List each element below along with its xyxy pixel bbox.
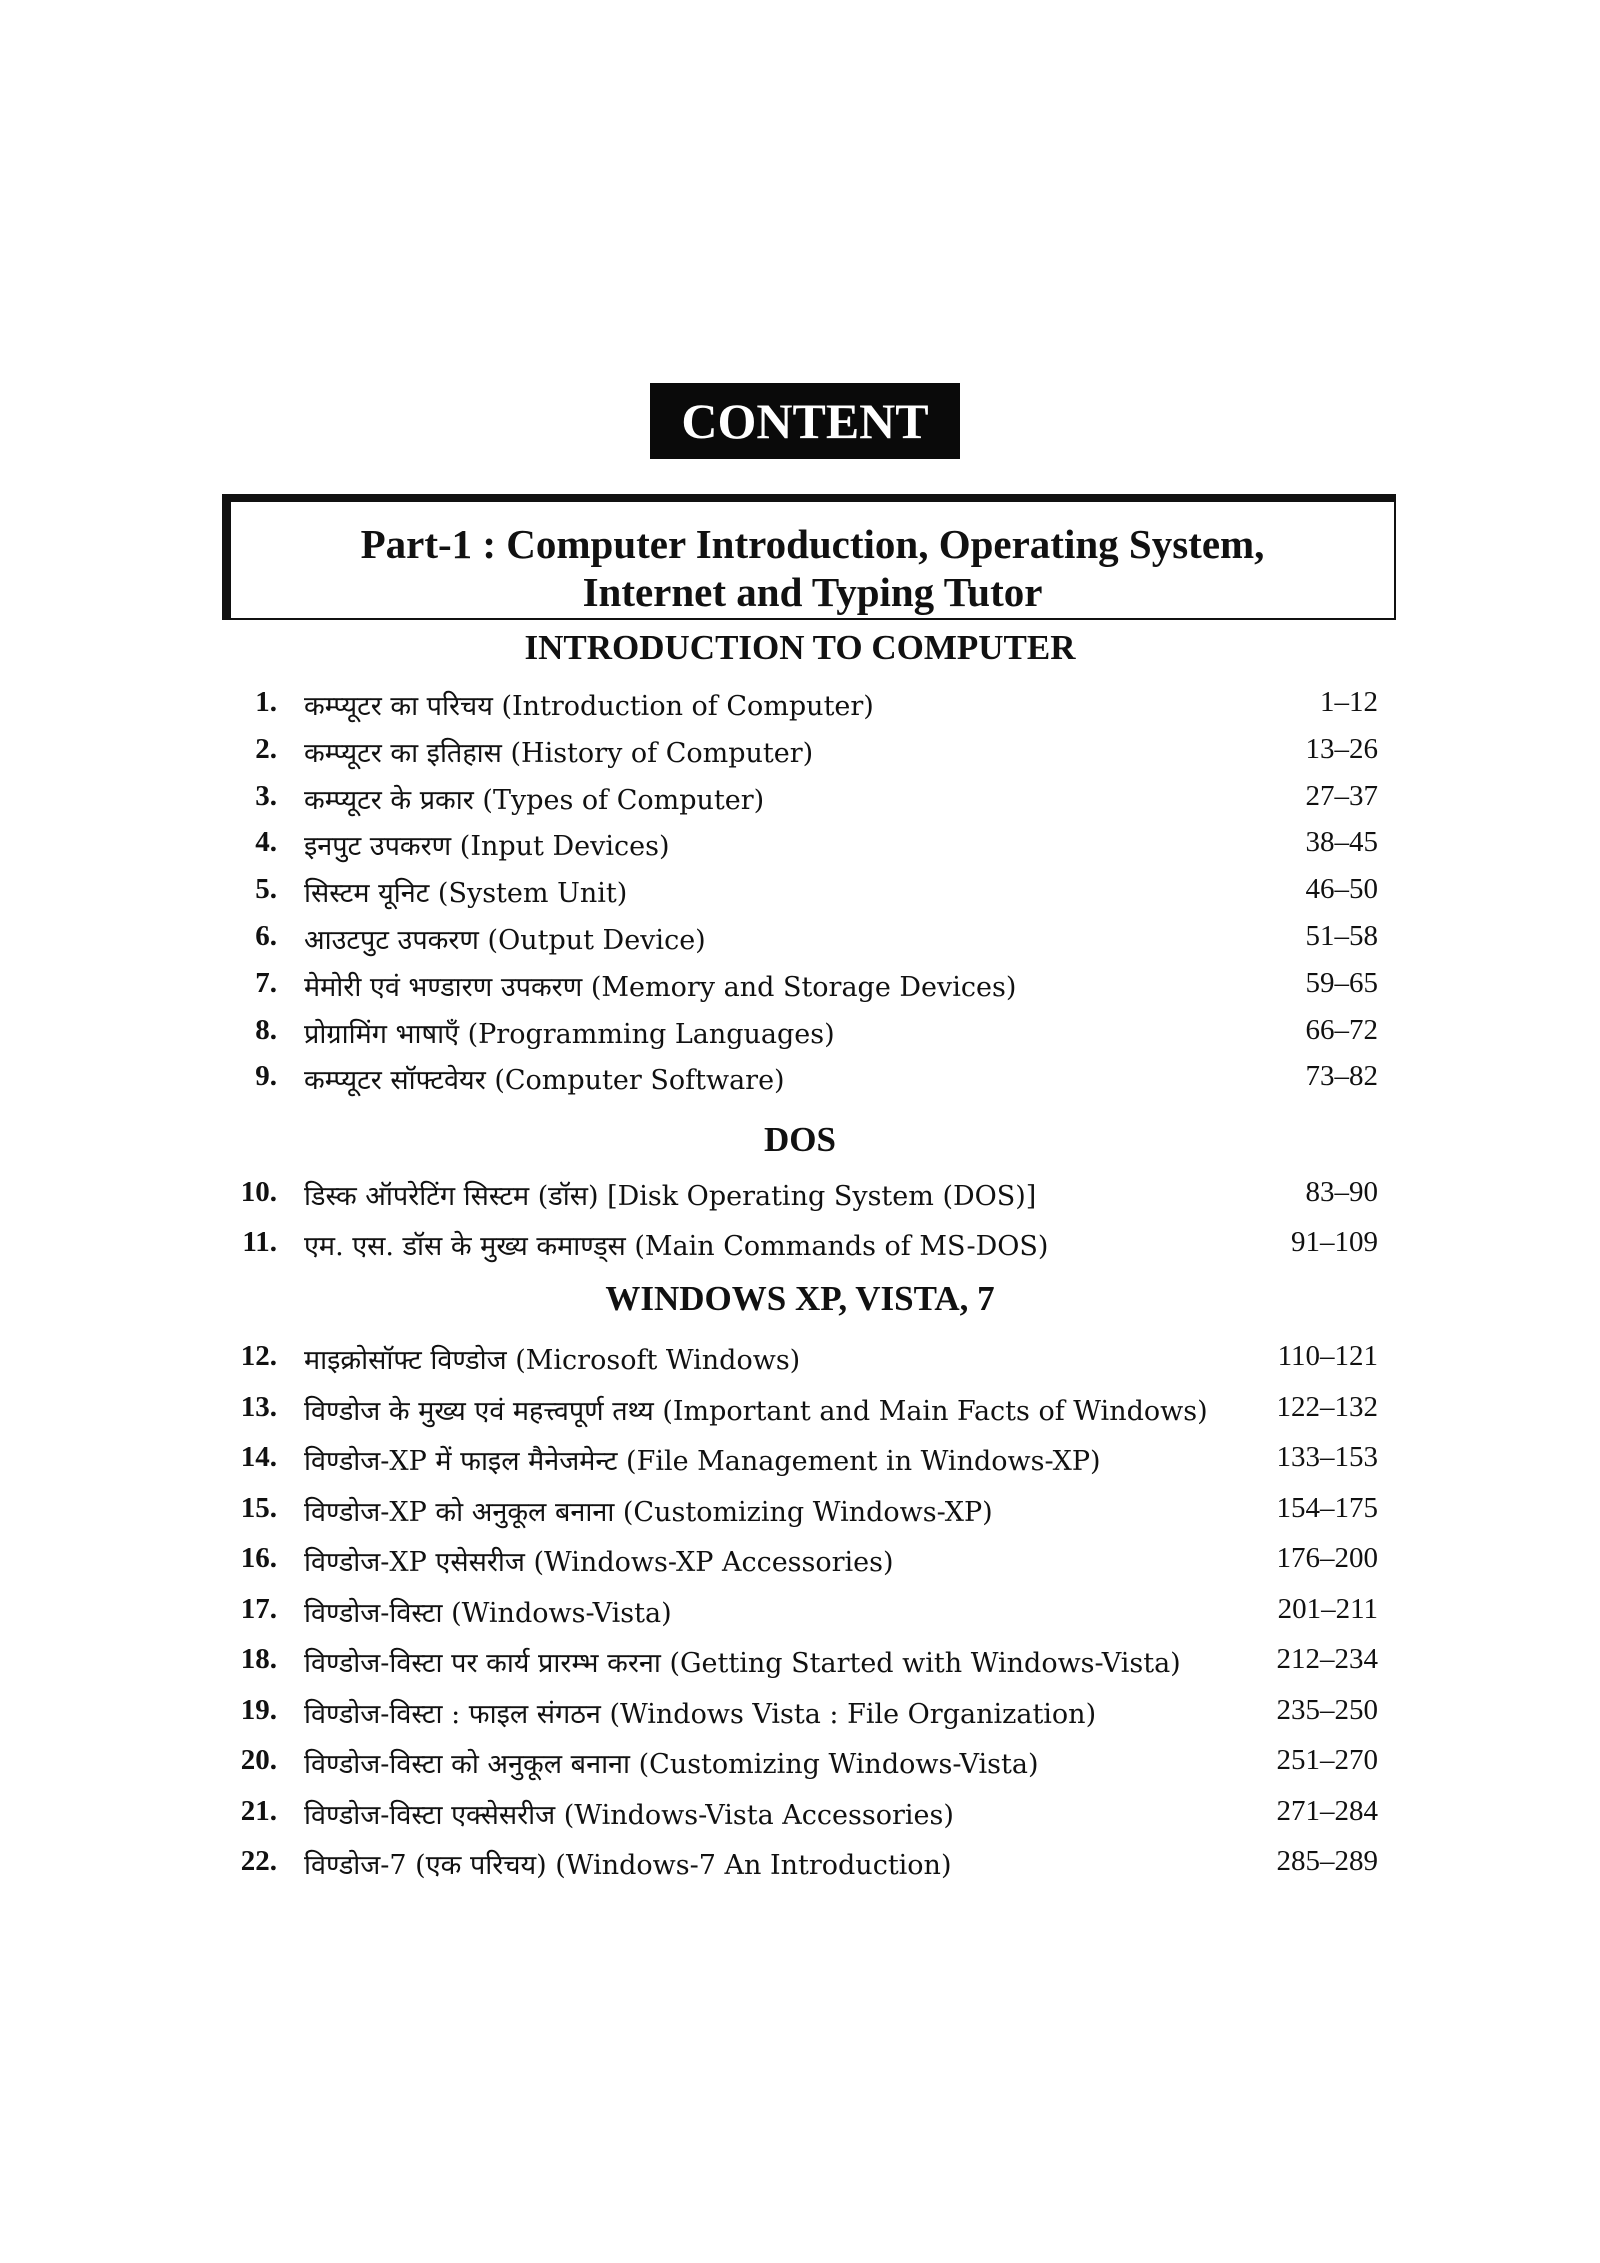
toc-entry (0, 733, 1600, 773)
content-title-text: CONTENT (681, 393, 929, 449)
entry-number: 17. (240, 1592, 277, 1625)
entry-pages: 91–109 (1291, 1226, 1378, 1258)
toc-entry (0, 780, 1600, 820)
toc-entry (0, 1694, 1600, 1734)
entry-title: कम्प्यूटर का इतिहास (History of Computer) (304, 737, 814, 769)
entry-pages: 46–50 (1305, 873, 1378, 906)
entry-title: एम. एस. डॉस के मुख्य कमाण्ड्स (Main Commands of MS-DOS) (304, 1231, 1049, 1262)
entry-pages: 59–65 (1305, 966, 1378, 999)
toc-entry (0, 1060, 1600, 1100)
entry-number: 15. (240, 1491, 277, 1524)
entry-number: 12. (240, 1340, 277, 1372)
entry-pages: 122–132 (1276, 1390, 1378, 1423)
entry-number: 2. (255, 732, 277, 765)
toc-entry (0, 1542, 1600, 1582)
entry-title: डिस्क ऑपरेटिंग सिस्टम (डॉस) [Disk Operating System (DOS)] (304, 1181, 1037, 1212)
part-heading-box (222, 494, 1396, 620)
toc-entry (0, 1441, 1600, 1481)
entry-pages: 13–26 (1305, 732, 1378, 765)
entry-title: मेमोरी एवं भण्डारण उपकरण (Memory and Storage Devices) (304, 971, 1017, 1003)
toc-entry (0, 1744, 1600, 1784)
toc-entry (0, 1795, 1600, 1835)
entry-pages: 110–121 (1277, 1340, 1378, 1372)
entry-number: 8. (255, 1013, 277, 1046)
toc-entry (0, 826, 1600, 866)
entry-pages: 212–234 (1276, 1643, 1378, 1675)
entry-number: 10. (240, 1176, 277, 1208)
entry-pages: 1–12 (1320, 686, 1378, 718)
entry-number: 1. (255, 686, 277, 718)
entry-title: विण्डोज-विस्टा : फाइल संगठन (Windows Vista : File Organization) (304, 1698, 1097, 1730)
entry-title: विण्डोज-विस्टा (Windows-Vista) (304, 1597, 672, 1629)
entry-number: 20. (240, 1744, 277, 1776)
section-heading: DOS (764, 1120, 836, 1159)
entry-title: विण्डोज-विस्टा पर कार्य प्रारम्भ करना (Getting Started with Windows-Vista) (304, 1648, 1181, 1679)
entry-title: विण्डोज-विस्टा एक्सेसरीज (Windows-Vista Accessories) (304, 1799, 954, 1831)
entry-title: माइक्रोसॉफ्ट विण्डोज (Microsoft Windows) (304, 1345, 801, 1376)
toc-entry (0, 1391, 1600, 1431)
toc-entry (0, 1176, 1600, 1216)
entry-pages: 271–284 (1276, 1794, 1378, 1827)
entry-number: 13. (240, 1390, 277, 1423)
part-heading-line2: Internet and Typing Tutor (582, 569, 1043, 615)
part-heading (231, 520, 1394, 616)
toc-entry (0, 920, 1600, 960)
toc-entry (0, 1643, 1600, 1683)
entry-pages: 235–250 (1276, 1693, 1378, 1726)
entry-title: कम्प्यूटर सॉफ्टवेयर (Computer Software) (304, 1065, 785, 1097)
section-heading: INTRODUCTION TO COMPUTER (524, 628, 1076, 667)
entry-pages: 38–45 (1305, 826, 1378, 859)
toc-entry (0, 1845, 1600, 1885)
entry-number: 7. (255, 966, 277, 999)
entry-number: 18. (240, 1643, 277, 1675)
entry-pages: 285–289 (1276, 1845, 1378, 1877)
entry-pages: 176–200 (1276, 1542, 1378, 1574)
entry-pages: 27–37 (1305, 779, 1378, 812)
entry-title: प्रोग्रामिंग भाषाएँ (Programming Languages) (304, 1018, 835, 1050)
entry-number: 3. (255, 779, 277, 812)
entry-pages: 66–72 (1305, 1013, 1378, 1046)
entry-title: विण्डोज-7 (एक परिचय) (Windows-7 An Introduction) (304, 1850, 952, 1881)
entry-number: 16. (240, 1542, 277, 1574)
entry-pages: 73–82 (1305, 1060, 1378, 1093)
part-heading-line1: Part-1 : Computer Introduction, Operating System, (360, 521, 1265, 567)
entry-title: आउटपुट उपकरण (Output Device) (304, 925, 706, 956)
entry-number: 4. (255, 826, 277, 859)
entry-pages: 201–211 (1277, 1592, 1378, 1625)
content-title (650, 383, 960, 459)
entry-title: विण्डोज-XP को अनुकूल बनाना (Customizing Windows-XP) (304, 1496, 993, 1528)
entry-number: 21. (240, 1794, 277, 1827)
entry-number: 5. (255, 873, 277, 906)
entry-title: विण्डोज-विस्टा को अनुकूल बनाना (Customizing Windows-Vista) (304, 1749, 1039, 1780)
section-heading: WINDOWS XP, VISTA, 7 (605, 1279, 995, 1318)
toc-entry (0, 1593, 1600, 1633)
toc-entry (0, 967, 1600, 1007)
toc-entry (0, 1014, 1600, 1054)
entry-pages: 251–270 (1276, 1744, 1378, 1776)
toc-entry (0, 1492, 1600, 1532)
entry-pages: 133–153 (1276, 1441, 1378, 1473)
entry-title: कम्प्यूटर का परिचय (Introduction of Computer) (304, 691, 874, 722)
entry-title: इनपुट उपकरण (Input Devices) (304, 831, 670, 863)
entry-number: 6. (255, 920, 277, 952)
entry-title: कम्प्यूटर के प्रकार (Types of Computer) (304, 784, 765, 816)
toc-entry (0, 1226, 1600, 1266)
entry-title: विण्डोज-XP एसेसरीज (Windows-XP Accessories) (304, 1547, 894, 1578)
toc-entry (0, 873, 1600, 913)
entry-title: सिस्टम यूनिट (System Unit) (304, 878, 628, 910)
entry-number: 22. (240, 1845, 277, 1877)
entry-title: विण्डोज-XP में फाइल मैनेजमेन्ट (File Management in Windows-XP) (304, 1446, 1101, 1477)
toc-entry (0, 1340, 1600, 1380)
entry-number: 19. (240, 1693, 277, 1726)
entry-number: 9. (255, 1060, 277, 1093)
entry-pages: 83–90 (1305, 1176, 1378, 1208)
entry-number: 11. (242, 1226, 277, 1258)
entry-title: विण्डोज के मुख्य एवं महत्त्वपूर्ण तथ्य (Important and Main Facts of Windows) (304, 1395, 1208, 1427)
entry-pages: 51–58 (1305, 920, 1378, 952)
entry-number: 14. (240, 1441, 277, 1473)
toc-entry (0, 686, 1600, 726)
entry-pages: 154–175 (1276, 1491, 1378, 1524)
